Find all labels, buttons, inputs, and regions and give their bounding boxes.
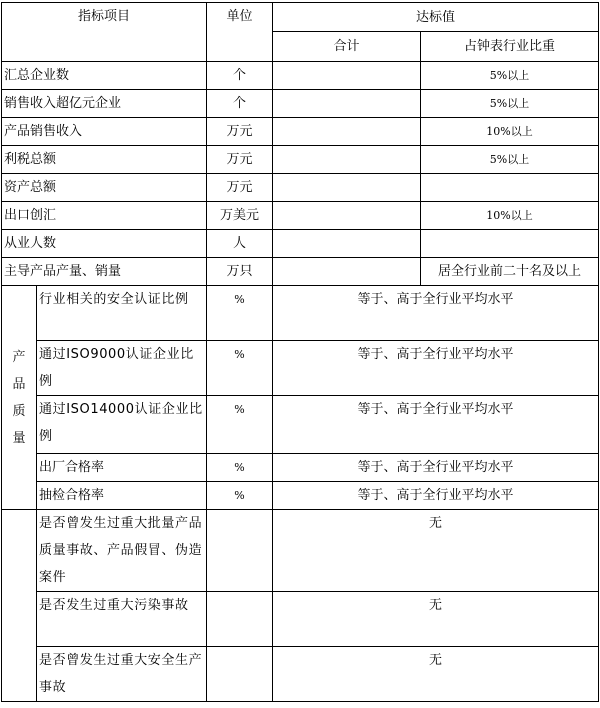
table-row <box>2 341 599 396</box>
row-item: 从业人数 <box>2 230 207 258</box>
row-unit <box>207 647 273 702</box>
row-item: 资产总额 <box>2 174 207 202</box>
row-item: 是否曾发生过重大安全生产事故 <box>37 647 207 702</box>
row-item: 通过ISO9000认证企业比例 <box>37 341 207 396</box>
table-row <box>2 286 599 341</box>
table-row <box>2 174 599 202</box>
row-unit: 万元 <box>207 146 273 174</box>
row-item: 利税总额 <box>2 146 207 174</box>
row-item: 主导产品产量、销量 <box>2 258 207 286</box>
indicator-table <box>1 2 599 702</box>
row-item: 销售收入超亿元企业 <box>2 90 207 118</box>
header-unit: 单位 <box>207 3 273 62</box>
row-item: 是否曾发生过重大批量产品质量事故、产品假冒、伪造案件 <box>37 510 207 592</box>
row-item: 出厂合格率 <box>37 454 207 482</box>
row-share: 5%以上 <box>421 90 599 118</box>
row-item: 行业相关的安全认证比例 <box>37 286 207 341</box>
row-share <box>421 174 599 202</box>
row-unit: % <box>207 286 273 341</box>
row-total <box>273 62 421 90</box>
quality-group-label <box>2 286 37 510</box>
row-item: 出口创汇 <box>2 202 207 230</box>
row-unit: 万只 <box>207 258 273 286</box>
row-total <box>273 146 421 174</box>
row-unit: % <box>207 454 273 482</box>
group-label-char: 品 <box>12 376 26 392</box>
row-unit: 万元 <box>207 118 273 146</box>
quality-group-spacer <box>2 510 37 702</box>
row-item: 是否发生过重大污染事故 <box>37 592 207 647</box>
row-unit: 万美元 <box>207 202 273 230</box>
row-total <box>273 258 421 286</box>
table-row <box>2 454 599 482</box>
row-share: 10%以上 <box>421 118 599 146</box>
row-target: 无 <box>273 592 599 647</box>
row-unit: 万元 <box>207 174 273 202</box>
row-target: 等于、高于全行业平均水平 <box>273 482 599 510</box>
row-item: 通过ISO14000认证企业比例 <box>37 396 207 454</box>
header-item: 指标项目 <box>2 3 207 62</box>
row-unit: 个 <box>207 90 273 118</box>
header-total: 合计 <box>273 32 421 62</box>
row-total <box>273 230 421 258</box>
group-label-char: 产 <box>12 349 26 365</box>
header-target: 达标值 <box>273 3 599 32</box>
row-unit <box>207 592 273 647</box>
table-row <box>2 482 599 510</box>
row-target: 无 <box>273 510 599 592</box>
row-item: 汇总企业数 <box>2 62 207 90</box>
row-target: 等于、高于全行业平均水平 <box>273 286 599 341</box>
table-row <box>2 90 599 118</box>
row-unit: % <box>207 396 273 454</box>
row-total <box>273 202 421 230</box>
row-item: 产品销售收入 <box>2 118 207 146</box>
row-share: 5%以上 <box>421 62 599 90</box>
group-label-char: 质 <box>12 403 26 419</box>
row-target: 等于、高于全行业平均水平 <box>273 454 599 482</box>
group-label-char: 量 <box>12 430 26 446</box>
table-row <box>2 202 599 230</box>
row-unit <box>207 510 273 592</box>
row-unit: % <box>207 341 273 396</box>
table-row <box>2 647 599 702</box>
table-row <box>2 230 599 258</box>
row-unit: 人 <box>207 230 273 258</box>
table-row <box>2 62 599 90</box>
table-row <box>2 396 599 454</box>
row-target: 等于、高于全行业平均水平 <box>273 341 599 396</box>
table-row <box>2 118 599 146</box>
row-total <box>273 90 421 118</box>
row-total <box>273 174 421 202</box>
table-row <box>2 146 599 174</box>
row-share: 10%以上 <box>421 202 599 230</box>
table-row <box>2 258 599 286</box>
row-total <box>273 118 421 146</box>
row-unit: % <box>207 482 273 510</box>
row-share: 居全行业前二十名及以上 <box>421 258 599 286</box>
header-share: 占钟表行业比重 <box>421 32 599 62</box>
row-target: 无 <box>273 647 599 702</box>
row-share <box>421 230 599 258</box>
table-row <box>2 592 599 647</box>
table-row <box>2 510 599 592</box>
row-unit: 个 <box>207 62 273 90</box>
row-target: 等于、高于全行业平均水平 <box>273 396 599 454</box>
row-share: 5%以上 <box>421 146 599 174</box>
row-item: 抽检合格率 <box>37 482 207 510</box>
